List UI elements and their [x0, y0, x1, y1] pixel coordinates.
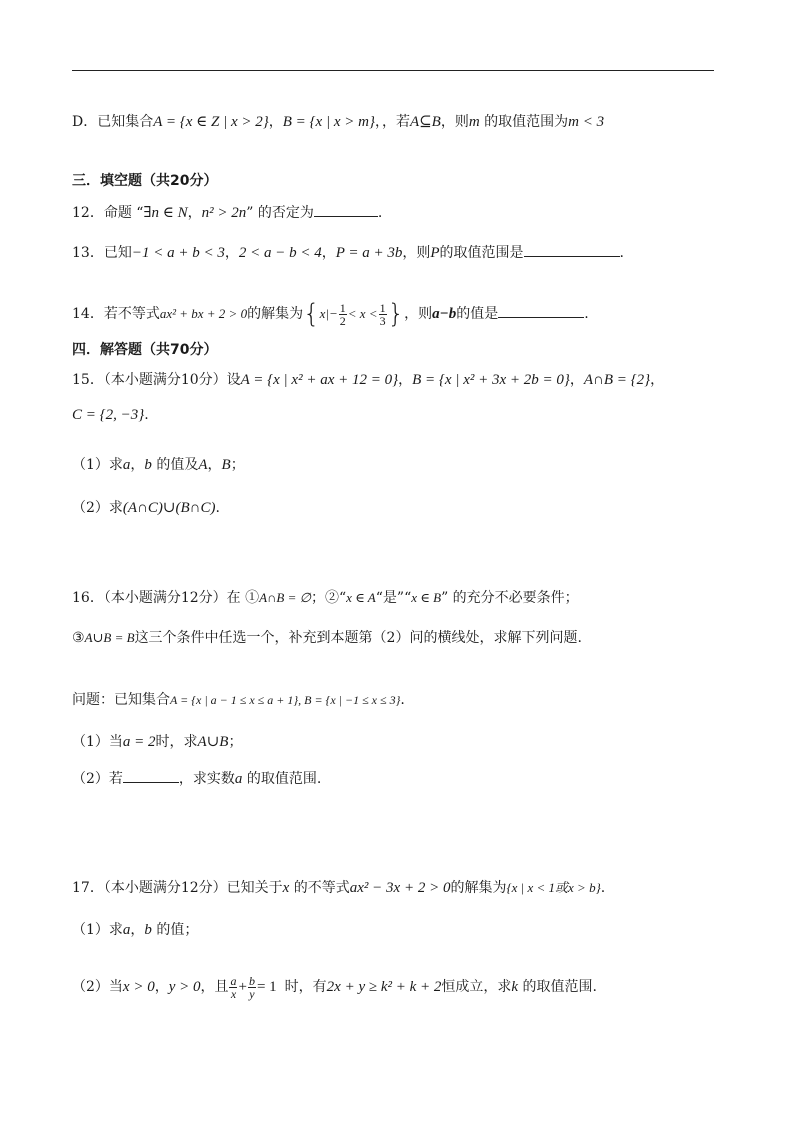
separator: ， [268, 114, 283, 130]
var-m: m [468, 114, 480, 130]
q16-p1-end: ； [228, 734, 243, 750]
q14-inequality: ax² + bx + 2 > 0 [159, 306, 248, 321]
q17-p2-text: （2）当 [72, 979, 123, 995]
var-set-b: B [221, 457, 231, 473]
q15-p2-expr: (A∩C)∪(B∩C) [122, 500, 216, 516]
q15-set-b: B = {x | x² + 3x + 2b = 0} [412, 372, 570, 388]
q17-part1 [72, 920, 198, 940]
q14-set-pre: x|− [319, 306, 338, 321]
q17-p2-sep: ， [154, 979, 169, 995]
q16-cond3: A∪B = B [84, 630, 135, 645]
q15-set-c: C = {2, −3} [72, 407, 145, 423]
question-16 [72, 588, 579, 608]
q17-p1-sep: ， [130, 922, 145, 938]
answer-blank[interactable] [498, 303, 584, 318]
question-16-line2 [72, 628, 582, 648]
q17-p1-end: 的值； [151, 922, 199, 938]
q15-sep: ， [398, 372, 413, 388]
q16-mid2: “是”“ [375, 590, 412, 606]
q13-def-p: P = a + 3b [335, 245, 403, 261]
q16-p1-union: A∪B [197, 734, 229, 750]
question-15 [72, 370, 664, 390]
q13-cond2: 2 < a − b < 4 [238, 245, 322, 261]
var-a: a [122, 922, 131, 938]
q12-expr: ∃n ∈ N [143, 205, 188, 221]
q15-p2-end: . [215, 500, 220, 516]
answer-blank[interactable] [524, 242, 620, 257]
q13-sep: ， [321, 245, 336, 261]
q12-expr2: n² > 2n [201, 205, 247, 221]
q17-eq-one: = 1 [256, 979, 277, 995]
question-13 [72, 242, 624, 263]
q16-mid3: ” 的充分不必要条件； [441, 590, 579, 606]
q16-instruction: 这三个条件中任选一个，补充到本题第（2）问的横线处，求解下列问题. [134, 630, 582, 646]
q15-p1-sep2: ， [207, 457, 222, 473]
q13-end: . [619, 245, 624, 261]
var-a: a [234, 771, 243, 787]
q16-p2-text: （2）若 [72, 771, 123, 787]
fraction-half: $\frac{1}{2}$ [339, 300, 346, 328]
q15-p1-text2: 的值及 [151, 457, 199, 473]
q15-end: . [144, 407, 149, 423]
q16-problem-end: . [400, 692, 405, 708]
q17-number: 17．（本小题满分12分）已知关于 [72, 880, 283, 896]
fraction-b-over-y: $\frac{b}{y}$ [248, 973, 255, 1001]
q16-problem [72, 690, 405, 710]
var-set-a: A [198, 457, 208, 473]
q15-number: 15．（本小题满分10分）设 [72, 372, 241, 388]
q16-p1-text: （1）当 [72, 734, 123, 750]
q17-mid: 的不等式 [289, 880, 350, 896]
q17-end: . [600, 880, 606, 896]
q16-p2-text2: ，求实数 [178, 771, 235, 787]
q14-set-mid: < x < [347, 306, 378, 321]
q13-tail2: 的取值范围是 [439, 245, 524, 261]
q14-tail2: 的值是 [456, 306, 499, 322]
q15-p2-text: （2）求 [72, 500, 123, 516]
option-d [72, 112, 604, 132]
q17-inequality: ax² − 3x + 2 > 0 [349, 880, 451, 896]
var-x: x [282, 880, 290, 896]
q13-sep: ， [224, 245, 239, 261]
q14-tail: ，则 [404, 306, 433, 322]
q16-mid1: ；②“ [310, 590, 347, 606]
q15-p1-end: ； [230, 457, 245, 473]
fraction-third: $\frac{1}{3}$ [379, 300, 386, 328]
q15-intersection: A∩B = {2} [583, 372, 651, 388]
q16-part1 [72, 732, 242, 752]
var-k: k [511, 979, 519, 995]
q16-cond1: A∩B = ∅ [259, 590, 311, 605]
right-brace: } [387, 299, 405, 329]
q14-mid: 的解集为 [247, 306, 304, 322]
question-15-set-c [72, 405, 149, 425]
q13-cond1: −1 < a + b < 3 [131, 245, 225, 261]
q16-cond2b: x ∈ B [411, 590, 442, 605]
text-tail: ，则 [440, 114, 469, 130]
q17-cond-y: y > 0 [168, 979, 201, 995]
set-a-expr: A = {x ∈ Z | x > 2} [153, 114, 269, 130]
q15-sep: ， [569, 372, 584, 388]
question-17 [72, 878, 605, 898]
q17-solution-set: {x | x < 1或x > b} [506, 880, 601, 895]
section-fill-in: 三．填空题（共20分） [72, 173, 218, 189]
q17-p2-text2: ，且 [200, 979, 229, 995]
left-brace: { [303, 299, 320, 329]
q12-end: . [377, 205, 383, 221]
q16-sets: A = {x | a − 1 ≤ x ≤ a + 1}, B = {x | −1 ≤ x ≤ 3} [170, 693, 401, 707]
q15-p1-sep: ， [130, 457, 145, 473]
text-mid: ，，若 [374, 114, 410, 130]
q17-p2-text3: 时，有 [284, 979, 327, 995]
q15-part1 [72, 455, 245, 475]
q17-mid2: 的解集为 [450, 880, 507, 896]
range-answer: m < 3 [568, 114, 605, 130]
q13-number: 13．已知 [72, 245, 132, 261]
q17-p2-inequality: 2x + y ≥ k² + k + 2 [326, 979, 442, 995]
q17-cond-x: x > 0 [122, 979, 155, 995]
q14-number: 14．若不等式 [72, 306, 160, 322]
q15-sep: ， [650, 372, 665, 388]
var-a: a [122, 457, 131, 473]
q14-a-minus-b: a−b [432, 306, 457, 322]
var-b: b [144, 457, 152, 473]
q15-set-a: A = {x | x² + ax + 12 = 0} [240, 372, 399, 388]
q17-part2: （2）当x > 0，y > 0，且 $\frac{a}{x}$ + $\frac{b}{y}$ = 1 时，有2x + y ≥ k² + k + 2恒成立，求k 的取值范围. [72, 973, 597, 1001]
q12-comma: ， [187, 205, 202, 221]
q17-p1-text: （1）求 [72, 922, 123, 938]
q16-p2-end: 的取值范围. [242, 771, 322, 787]
q15-p1-text: （1）求 [72, 457, 123, 473]
set-b-expr: B = {x | x > m} [282, 114, 375, 130]
q17-p2-text4: 恒成立，求 [441, 979, 512, 995]
var-b: b [144, 922, 152, 938]
q16-p1-text2: 时，求 [155, 734, 198, 750]
condition-blank[interactable] [123, 768, 179, 783]
q16-p1-cond: a = 2 [122, 734, 156, 750]
text-tail2: 的取值范围为 [479, 114, 569, 130]
section-solutions: 四．解答题（共70分） [72, 342, 218, 358]
fraction-a-over-x: $\frac{a}{x}$ [230, 973, 237, 1001]
q15-part2 [72, 498, 220, 518]
q16-problem-text: 问题：已知集合 [72, 692, 170, 708]
option-d-label: D．已知集合 [72, 114, 154, 130]
q16-number: 16．（本小题满分12分）在 ① [72, 590, 260, 606]
q16-cond2a: x ∈ A [346, 590, 376, 605]
q12-number: 12．命题 “ [72, 205, 144, 221]
q13-tail: ，则 [402, 245, 431, 261]
q16-part2 [72, 768, 321, 789]
question-14 [72, 300, 589, 328]
answer-blank[interactable] [314, 202, 378, 217]
q16-circle3: ③ [72, 630, 85, 646]
header-rule [72, 70, 714, 71]
q14-end: . [584, 306, 589, 322]
q12-tail: ” 的否定为 [246, 205, 314, 221]
question-12 [72, 202, 382, 223]
var-p: P [430, 245, 440, 261]
q17-p2-end: 的取值范围. [518, 979, 597, 995]
subset-relation: A⊆B [409, 114, 441, 130]
